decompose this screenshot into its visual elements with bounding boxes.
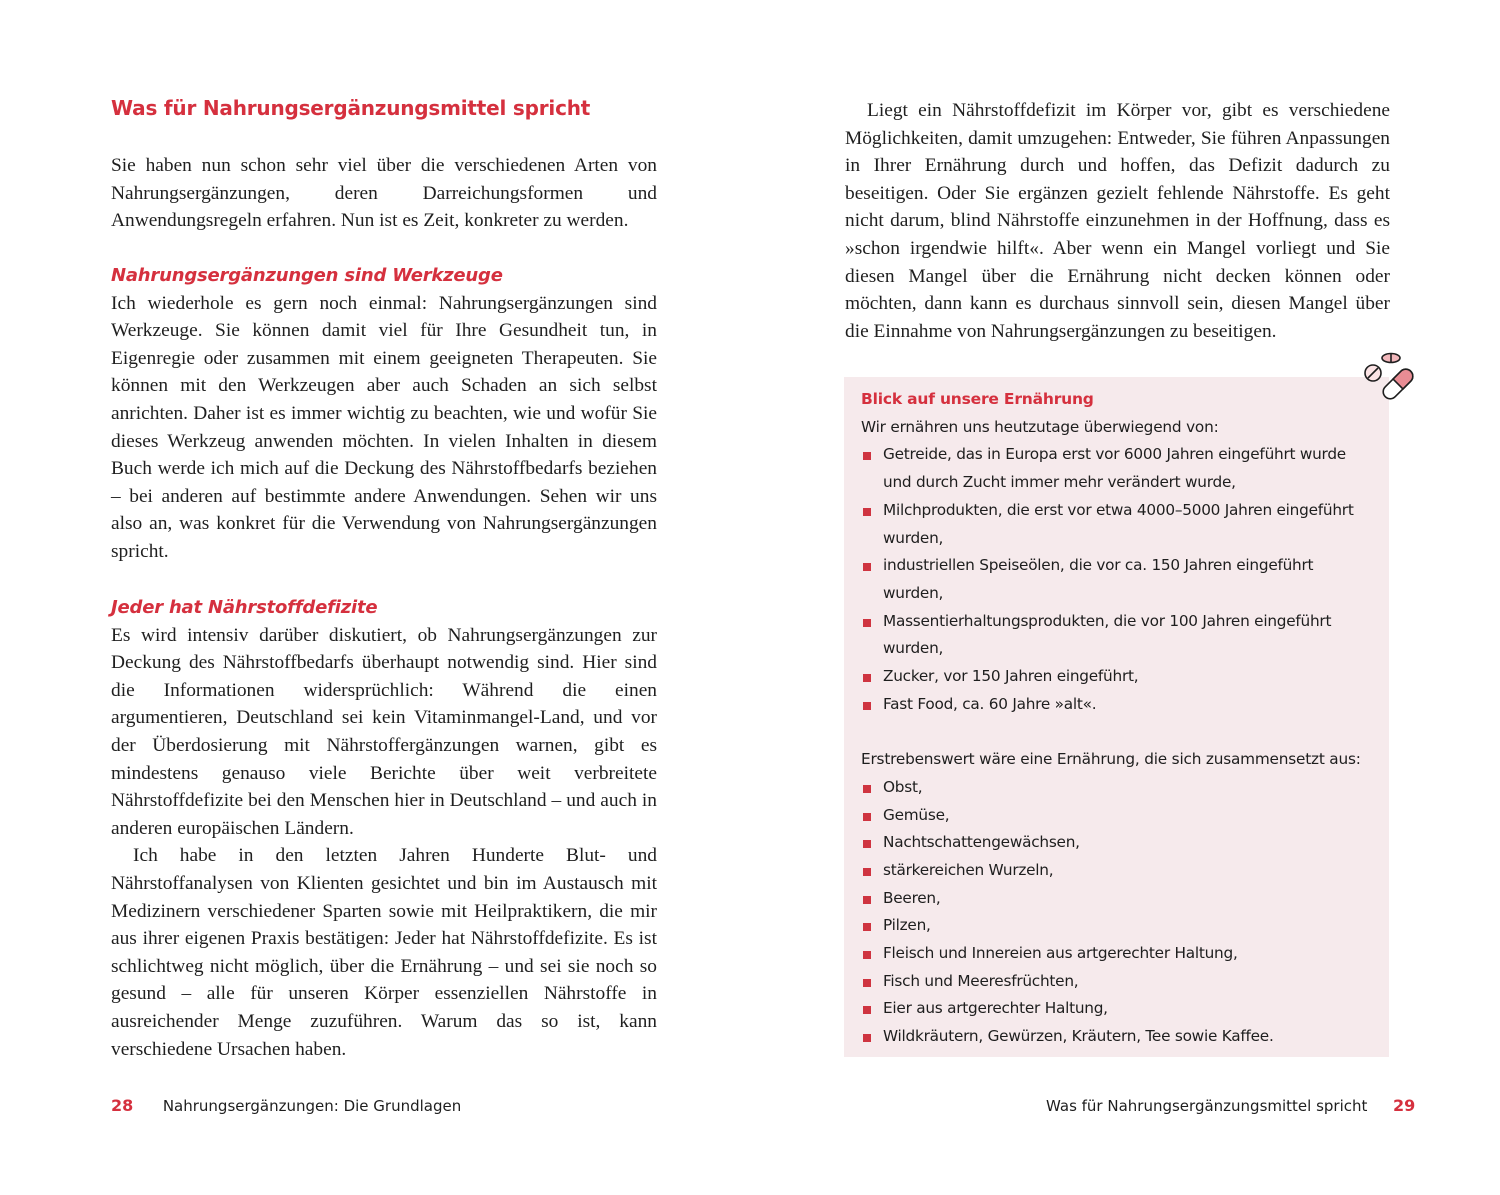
info-box — [844, 377, 1389, 1057]
section-werkzeuge — [111, 262, 657, 566]
intro-paragraph-block — [111, 152, 657, 235]
bullet-square-icon — [863, 702, 871, 710]
section-defizite — [111, 594, 657, 1063]
page-number-left: 28 — [111, 1096, 134, 1115]
info-box-title: Blick auf unsere Ernährung — [861, 390, 1094, 408]
bullet-square-icon — [863, 1006, 871, 1014]
ideal-diet-list — [861, 774, 1373, 1051]
bullet-square-icon — [863, 840, 871, 848]
bullet-square-icon — [863, 923, 871, 931]
list-item: Fisch und Meeresfrüchten, — [861, 968, 1373, 996]
bullet-square-icon — [863, 452, 871, 460]
body-paragraph: Ich wiederhole es gern noch einmal: Nahrungsergänzungen sind Werkzeuge. Sie können damit viel für Ihre Gesundheit tun, in Eigenregie oder zusammen mit einem geeigneten Therapeuten. Sie können mit den Werkzeugen aber auch Schaden an sich selbst anrichten. Daher ist es immer wichtig zu beachten, wie und wofür Sie dieses Werkzeug anwenden möchten. In vielen Inhalten in diesem Buch werde ich mich auf die Deckung des Nährstoffbedarfs beziehen – bei anderen auf bestimmte andere Anwendungen. Sehen wir uns also an, was konkret für die Verwendung von Nahrungsergänzungen spricht. — [111, 292, 657, 562]
pills-capsule-icon — [1360, 348, 1420, 404]
bullet-square-icon — [863, 979, 871, 987]
list-item: Milchprodukten, die erst vor etwa 4000–5000 Jahren eingeführt wurden, — [861, 497, 1373, 552]
bullet-square-icon — [863, 674, 871, 682]
body-paragraph: Liegt ein Nährstoffdefizit im Körper vor, gibt es verschiedene Möglichkeiten, damit umzugehen: Entweder, Sie führen Anpassungen in Ihrer Ernährung durch und hoffen, das Defizit dadurch zu beseitigen. Oder Sie ergänzen gezielt fehlende Nährstoffe. Es geht nicht darum, blind Nährstoffe einzunehmen in der Hoffnung, dass es »schon irgendwie hilft«. Aber wenn ein Mangel vorliegt und Sie diesen Mangel über die Ernährung nicht decken können oder möchten, dann kann es durchaus sinnvoll sein, diesen Mangel über die Einnahme von Nahrungsergänzungen zu beseitigen. — [845, 100, 1390, 342]
list-item: Eier aus artgerechter Haltung, — [861, 995, 1373, 1023]
list-item: Getreide, das in Europa erst vor 6000 Jahren eingeführt wurde und durch Zucht immer mehr verändert wurde, — [861, 441, 1373, 496]
right-footer — [1046, 1096, 1415, 1115]
list-item: stärkereichen Wurzeln, — [861, 857, 1373, 885]
left-footer — [111, 1096, 461, 1115]
running-head-left: Nahrungsergänzungen: Die Grundlagen — [162, 1097, 462, 1115]
list-item: Pilzen, — [861, 912, 1373, 940]
list-item: Fleisch und Innereien aus artgerechter Haltung, — [861, 940, 1373, 968]
bullet-square-icon — [863, 1034, 871, 1042]
body-paragraph: Ich habe in den letzten Jahren Hunderte Blut- und Nährstoffanalysen von Klienten gesichtet und bin im Austausch mit Medizinern verschiedener Sparten sowie mit Heilpraktikern, die mir aus ihrer eigenen Praxis bestätigen: Jeder hat Nährstoffdefizite. Es ist schlichtweg nicht möglich, über die Ernährung – und sei sie noch so gesund – alle für unseren Körper essenziellen Nährstoffe in ausreichender Menge zuzuführen. Warum das so ist, kann verschiedene Ursachen haben. — [111, 845, 657, 1060]
list-item: Gemüse, — [861, 802, 1373, 830]
bullet-square-icon — [863, 508, 871, 516]
bullet-square-icon — [863, 619, 871, 627]
info-box-intro-ideal: Erstrebenswert wäre eine Ernährung, die sich zusammensetzt aus: — [861, 750, 1361, 769]
list-item: Nachtschattengewächsen, — [861, 829, 1373, 857]
list-item: Zucker, vor 150 Jahren eingeführt, — [861, 663, 1373, 691]
bullet-square-icon — [863, 868, 871, 876]
list-item: industriellen Speiseölen, die vor ca. 150 Jahren eingeführt wurden, — [861, 552, 1373, 607]
chapter-title: Was für Nahrungsergänzungsmittel spricht — [111, 96, 591, 120]
running-head-right: Was für Nahrungsergänzungsmittel spricht — [1046, 1097, 1368, 1115]
bullet-square-icon — [863, 896, 871, 904]
bullet-square-icon — [863, 785, 871, 793]
bullet-square-icon — [863, 563, 871, 571]
list-item: Beeren, — [861, 885, 1373, 913]
list-item: Massentierhaltungsprodukten, die vor 100 Jahren eingeführt wurden, — [861, 608, 1373, 663]
bullet-square-icon — [863, 951, 871, 959]
intro-paragraph: Sie haben nun schon sehr viel über die verschiedenen Arten von Nahrungsergänzungen, deren Darreichungsformen und Anwendungsregeln erfahren. Nun ist es Zeit, konkreter zu werden. — [111, 155, 657, 232]
body-paragraph: Es wird intensiv darüber diskutiert, ob Nahrungsergänzungen zur Deckung des Nährstoffbedarfs überhaupt notwendig sind. Hier sind die Informationen widersprüchlich: Während die einen argumentieren, Deutschland sei kein Vitaminmangel-Land, und vor der Überdosierung mit Nährstoffergänzungen warnen, gibt es mindestens genauso viele Berichte über weit verbreitete Nährstoffdefizite bei den Menschen hier in Deutschland – und auch in anderen europäischen Ländern. — [111, 624, 657, 839]
bullet-square-icon — [863, 813, 871, 821]
list-item: Wildkräutern, Gewürzen, Kräutern, Tee sowie Kaffee. — [861, 1023, 1373, 1051]
info-box-intro-current: Wir ernähren uns heutzutage überwiegend von: — [861, 417, 1219, 436]
subheading-defizite: Jeder hat Nährstoffdefizite — [111, 597, 378, 618]
page-number-right: 29 — [1392, 1096, 1416, 1115]
current-diet-list — [861, 441, 1373, 718]
subheading-werkzeuge: Nahrungsergänzungen sind Werkzeuge — [111, 265, 503, 286]
list-item: Obst, — [861, 774, 1373, 802]
list-item: Fast Food, ca. 60 Jahre »alt«. — [861, 691, 1373, 719]
right-paragraph-block — [845, 97, 1390, 345]
